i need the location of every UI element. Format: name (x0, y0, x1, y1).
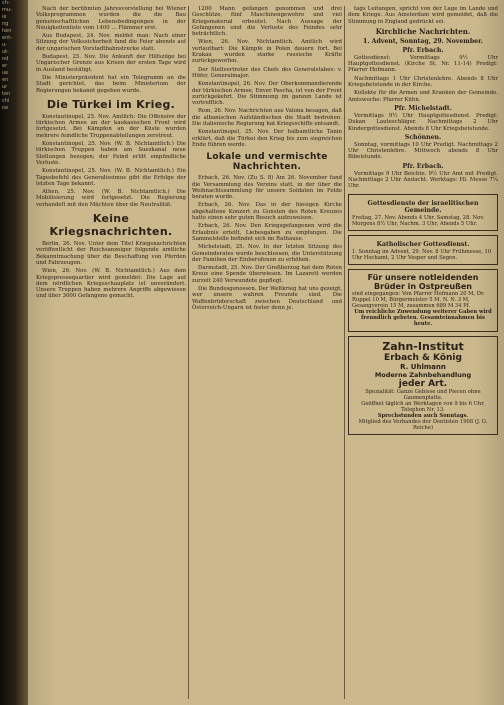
notice-text: 1. Sonntag im Advent, 29. Nov. 8 Uhr Frühmesse, 10 Uhr Hochamt, 2 Uhr Vesper und Segen. (352, 248, 492, 261)
edge-line: ne (2, 105, 9, 111)
donation-title: Für unsere notleidenden Brüder in Ostpreußen (367, 273, 479, 292)
edge-line: er (2, 63, 8, 69)
article-paragraph: Erbach, 26. Nov. (Zu S. 8) Am 26. November fand die Versammlung des Vereins statt, in der über die Weihnachtssammlung für unsere Soldaten im Felde beraten wurde. (192, 175, 342, 201)
edge-line: ie (2, 14, 7, 20)
article-paragraph: Konstantinopel, 26. Nov. Der Oberkommandierende der türkischen Armee, Enver Pascha, ist von der Front zurückgekehrt. Die Stimmung im ganzen Lande ist vortrefflich. (192, 81, 342, 107)
subheading-parish: Pfr. Erbach. (402, 162, 444, 170)
column-rule (188, 6, 189, 699)
advert-title: Zahn-Institut (382, 339, 464, 353)
edge-line: en (2, 77, 9, 83)
edge-line: ut- (2, 49, 9, 55)
article-paragraph: Konstantinopel, 25. Nov. Amtlich: Die Offensive der türkischen Armee an der kaukasischen Front wird fortgesetzt. Bei Kämpfen an der Küste wurden mehrere feindliche Truppenabteilungen zerstreut. (36, 113, 186, 139)
article-paragraph: Athen, 25. Nov. (W. B. Nichtamtlich.) Die Mobilisierung wird fortgesetzt. Die Regierung verhandelt mit den Mächten über die Neutralität. (36, 189, 186, 208)
column-middle (192, 6, 342, 699)
edge-line: nd (2, 56, 9, 62)
article-paragraph: Erbach, 26. Nov. Den Kriegsgefangenen wird die Erlaubnis erteilt, Liebesgaben zu empfangen. Die Sammelstelle befindet sich im Rathause. (192, 223, 342, 242)
service-listing: Gottesdienst: Vormittags 9½ Uhr Hauptgottesdienst. (Kirche St. Nr. 11-14) Predigt: Pfarrer Hofmann. (348, 54, 498, 74)
service-listing: Sonntag, vormittags 10 Uhr Predigt. Nachmittags 2 Uhr Christenlehre. Mittwoch abends 8 Uhr Bibelstunde. (348, 141, 498, 161)
notice-title: Gottesdienste der israelitischen Gemeinde. (367, 199, 479, 214)
article-paragraph: Wien, 26. Nov. Nichtamtlich. Amtlich wird verlautbart: Die Kämpfe in Polen dauern fort. Bei Krakau wurden starke russische Kräfte zurückgeworfen. (192, 39, 342, 65)
subheading-parish: Pfr. Michelstadt. (394, 104, 452, 112)
advert-zahn-institut (348, 336, 498, 436)
article-paragraph: Konstantinopel, 25. Nov. Der halbamtliche Tanin erklärt, daß die Türkei den Krieg bis zum siegreichen Ende führen werde. (192, 129, 342, 148)
advert-firm-names: Erbach & König (384, 352, 462, 363)
article-paragraph: Der Stellvertreter des Chefs des Generalstabes: v. Höfer, Generalmajor. (192, 66, 342, 79)
subheading-parish: Schönnen. (404, 133, 442, 141)
article-paragraph: Wien, 26. Nov. (W. B. Nichtamtlich.) Aus dem Kriegspressequartier wird gemeldet: Die Lage auf dem nördlichen Kriegsschauplatz ist unverändert. Unsere Truppen haben mehrere Angriffe abgewiesen und über 3000 Gefangene gemacht. (36, 268, 186, 300)
advert-tagline-2: jeder Art. (398, 378, 448, 389)
advert-sunday: Sprechstunden auch Sonntags. (377, 412, 469, 419)
advert-specialty: Spezialität: Ganze Gebisse und Piecen ohne Gaumenplatte. (365, 388, 481, 401)
article-paragraph: Rom, 26. Nov. Nachrichten aus Valona besagen, daß die albanischen Aufständischen die Stadt bedrohen. Die italienische Regierung hat Kriegsschiffe entsandt. (192, 108, 342, 128)
previous-page-fragment (0, 0, 28, 705)
donation-text: sind eingegangen: Von Pfarrer Hofmann 20 M, Dr. Ruppel 10 M, Bürgermeister 5 M, N. N. 3 M, Gesangverein 15 M, zusammen 689 M 34 Pf. (352, 291, 485, 310)
article-paragraph: Erbach, 26. Nov. Das in der hiesigen Kirche abgehaltene Konzert zu Gunsten des Roten Kreuzes hatte einen sehr guten Besuch aufzuweisen. (192, 202, 342, 222)
advert-hours: Geöffnet täglich an Werktagen von 9 bis 6 Uhr. Telephon Nr. 13. (361, 400, 485, 413)
edge-line: hen (2, 28, 12, 34)
service-listing: Kollekte für die Armen und Kranken der Gemeinde. Amtswoche: Pfarrer Kühn. (348, 90, 498, 103)
column-left (36, 6, 186, 699)
section-heading-kirchliche: Kirchliche Nachrichten. (375, 26, 471, 36)
section-heading-kriegsnachrichten: Keine Kriegsnachrichten. (49, 212, 173, 239)
service-listing: Nachmittags 1 Uhr Christenlehre. Abends 8 Uhr Kriegsbetstunde in der Kirche. (348, 75, 498, 89)
section-heading-tuerkei: Die Türkei im Krieg. (46, 97, 176, 111)
article-paragraph: Michelstadt, 25. Nov. In der letzten Sitzung des Gemeinderates wurde beschlossen, die Unterstützung der Familien der Einberufenen zu erhöhen. (192, 244, 342, 263)
notice-box-katholisch (348, 235, 498, 265)
article-paragraph: Darmstadt, 25. Nov. Der Großherzog hat dem Roten Kreuz eine Spende überwiesen. Im Lazarett werden zurzeit 240 Verwundete gepflegt. (192, 265, 342, 284)
article-paragraph: Konstantinopel, 25. Nov. (W. B. Nichtamtlich.) Die türkischen Truppen haben am Suezkanal neue Stellungen bezogen; der Feind erlitt empfindliche Verluste. (36, 141, 186, 166)
edge-line: chi (2, 98, 10, 104)
article-paragraph: Aus Budapest, 24. Nov. meldet man: Nach einer Sitzung der Volkssicherheit fand die Feier abends auf der ungarischen Vorstadtbahnstrecke statt. (36, 33, 186, 52)
notice-box-israelitisch (348, 194, 498, 231)
edge-line: ur (2, 84, 8, 90)
notice-text: Freitag, 27. Nov. Abends 4 Uhr. Samstag, 28. Nov. Morgens 8½ Uhr, Nachm. 3 Uhr, Abends 5 Uhr. (352, 214, 485, 227)
advert-tagline: Moderne Zahnbehandlung (374, 370, 472, 379)
advert-owner: R. Uhlmann (400, 362, 446, 371)
column-rule (344, 6, 345, 699)
edge-line: ue (2, 70, 9, 76)
edge-line: u- (2, 42, 7, 48)
edge-line: ten (2, 91, 11, 97)
service-listing: Vormittags 9½ Uhr Hauptgottesdienst. Predigt: Dekan Lauteschläger. Nachmittags 2 Uhr Kindergottesdienst. Abends 8 Uhr Kriegsbetstunde. (348, 112, 498, 132)
edge-line: mu- (2, 7, 12, 13)
edge-line: ch- (2, 0, 10, 6)
article-paragraph: 1200 Mann gefangen genommen und drei Geschütze, fünf Maschinengewehre und viel Kriegsmaterial erbeutet. Nach Aussage der Gefangenen sind die Verluste des Feindes sehr beträchtlich. (192, 6, 342, 38)
section-heading-lokales: Lokale und vermischte Nachrichten. (206, 152, 328, 173)
article-paragraph: Budapest, 25. Nov. Die Ankunft der Hilfszüge bei Ungarischer Grenze aus Krisen der ersten Tage wird in Ausland bestätigt. (36, 54, 186, 73)
article-paragraph: Die Ministerpräsident hat ein Telegramm an die Stadt gerichtet, das beim Ministerium der Regierungen bekannt gegeben wurde. (36, 74, 186, 94)
article-paragraph: Konstantinopel, 25. Nov. (W. B. Nichtamtlich.) Ein Tagesbefehl des Generalissimus gibt die Erfolge der letzten Tage bekannt. (36, 168, 186, 187)
donation-footer: Um reichliche Zuwendung weiterer Gaben wird freundlich gebeten. Gesamteinnahmen bis heute. (354, 309, 492, 328)
notice-title: Katholischer Gottesdienst. (376, 240, 470, 248)
article-paragraph: tags Leitungen, spricht von der Lage im Lande und dem Kriege. Aus Amsterdam wird gemeldet, daß die Stimmung in England gedrückt sei. (348, 6, 498, 25)
edge-line: ent- (2, 35, 13, 41)
article-paragraph: Die Bundesgenossen. Der Weltkrieg hat uns gezeigt, wer unsere wahren Freunde sind. Die Waffenbrüderschaft zwischen Deutschland und Österreich-Ungarn ist fester denn je. (192, 285, 342, 311)
edge-line: ng (2, 21, 9, 27)
article-paragraph: Berlin, 26. Nov. Unter dem Titel Kriegsnachrichten veröffentlicht der Reichsanzeiger folgende amtliche Bekanntmachung über die Beschaffung von Pferden und Fahrzeugen. (36, 241, 186, 266)
notice-box-ostpreussen (348, 269, 498, 332)
subheading-date: 1. Advent, Sonntag, 29. November. (363, 37, 483, 45)
column-right (348, 6, 498, 699)
subheading-parish: Pfr. Erbach. (402, 46, 444, 54)
article-paragraph: Nach der berühmten Jahresvorstellung bei Wiener Volksprogrammen wurden die die Bau gemeinschaftlichen Lebensbedingungen in der Neuigkeitenliste vom 1400 ... Flämmer erst. (36, 6, 186, 31)
advert-membership: Mitglied des Verbandes der Dentisten 1908 (J. G. Reiche) (358, 419, 488, 432)
newspaper-sheet (28, 0, 504, 705)
service-listing: Vormittags 9 Uhr Beichte. 9½ Uhr Amt mit Predigt. Nachmittags 2 Uhr Andacht. Werktags: Hl. Messe 7¼ Uhr. (348, 170, 498, 190)
